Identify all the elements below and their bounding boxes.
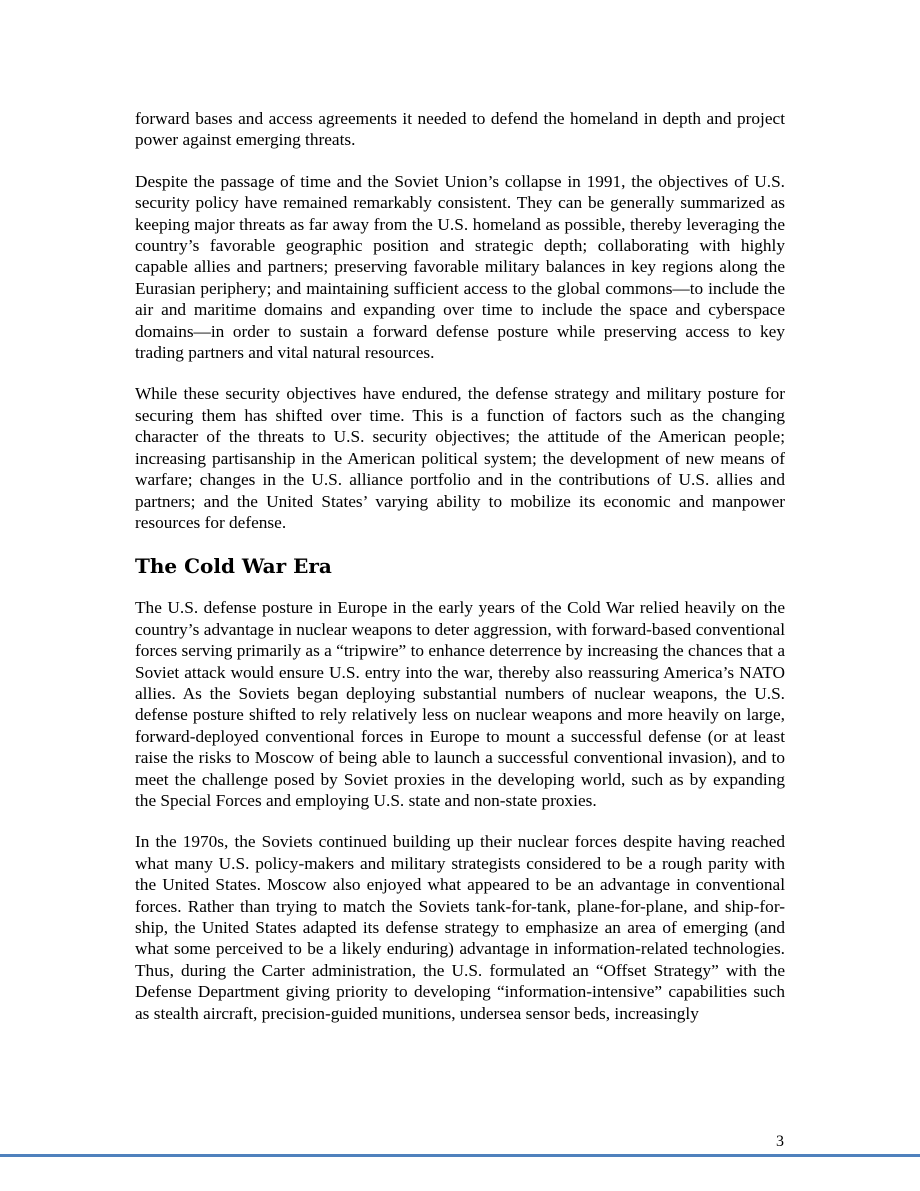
document-page-body (135, 108, 785, 1044)
paragraph: In the 1970s, the Soviets continued building up their nuclear forces despite having reached what many U.S. policy-makers and military strategists considered to be a rough parity with the United States. Moscow also enjoyed what appeared to be an advantage in conventional forces. Rather than trying to match the Soviets tank-for-tank, plane-for-plane, and ship-for-ship, the United States adapted its defense strategy to emphasize an area of emerging (and what some perceived to be a likely enduring) advantage in information-related technologies. Thus, during the Carter administration, the U.S. formulated an “Offset Strategy” with the Defense Department giving priority to developing “information-intensive” capabilities such as stealth aircraft, precision-guided munitions, undersea sensor beds, increasingly (135, 832, 785, 1023)
footer-divider (0, 1154, 920, 1157)
paragraph: While these security objectives have endured, the defense strategy and military posture for securing them has shifted over time. This is a function of factors such as the changing character of the threats to U.S. security objectives; the attitude of the American people; increasing partisanship in the American political system; the development of new means of warfare; changes in the U.S. alliance portfolio and in the contributions of U.S. allies and partners; and the United States’ varying ability to mobilize its economic and manpower resources for defense. (135, 384, 785, 532)
paragraph: forward bases and access agreements it needed to defend the homeland in depth and project power against emerging threats. (135, 109, 785, 150)
paragraph: Despite the passage of time and the Soviet Union’s collapse in 1991, the objectives of U.S. security policy have remained remarkably consistent. They can be generally summarized as keeping major threats as far away from the U.S. homeland as possible, thereby leveraging the country’s favorable geographic position and strategic depth; collaborating with highly capable allies and partners; preserving favorable military balances in key regions along the Eurasian periphery; and maintaining sufficient access to the global commons—to include the air and maritime domains and expanding over time to include the space and cyberspace domains—in order to sustain a forward defense posture while preserving access to key trading partners and vital natural resources. (135, 171, 785, 363)
page-number: 3 (776, 1133, 784, 1150)
paragraph: The U.S. defense posture in Europe in the early years of the Cold War relied heavily on the country’s advantage in nuclear weapons to deter aggression, with forward-based conventional forces serving primarily as a “tripwire” to enhance deterrence by increasing the chances that a Soviet attack would ensure U.S. entry into the war, thereby also reassuring America’s NATO allies. As the Soviets began deploying substantial numbers of nuclear weapons, the U.S. defense posture shifted to rely relatively less on nuclear weapons and more heavily on large, forward-deployed conventional forces in Europe to mount a successful defense (or at least raise the risks to Moscow of being able to launch a successful conventional invasion), and to meet the challenge posed by Soviet proxies in the developing world, such as by expanding the Special Forces and employing U.S. state and non-state proxies. (135, 598, 785, 810)
section-heading: The Cold War Era (135, 554, 332, 579)
